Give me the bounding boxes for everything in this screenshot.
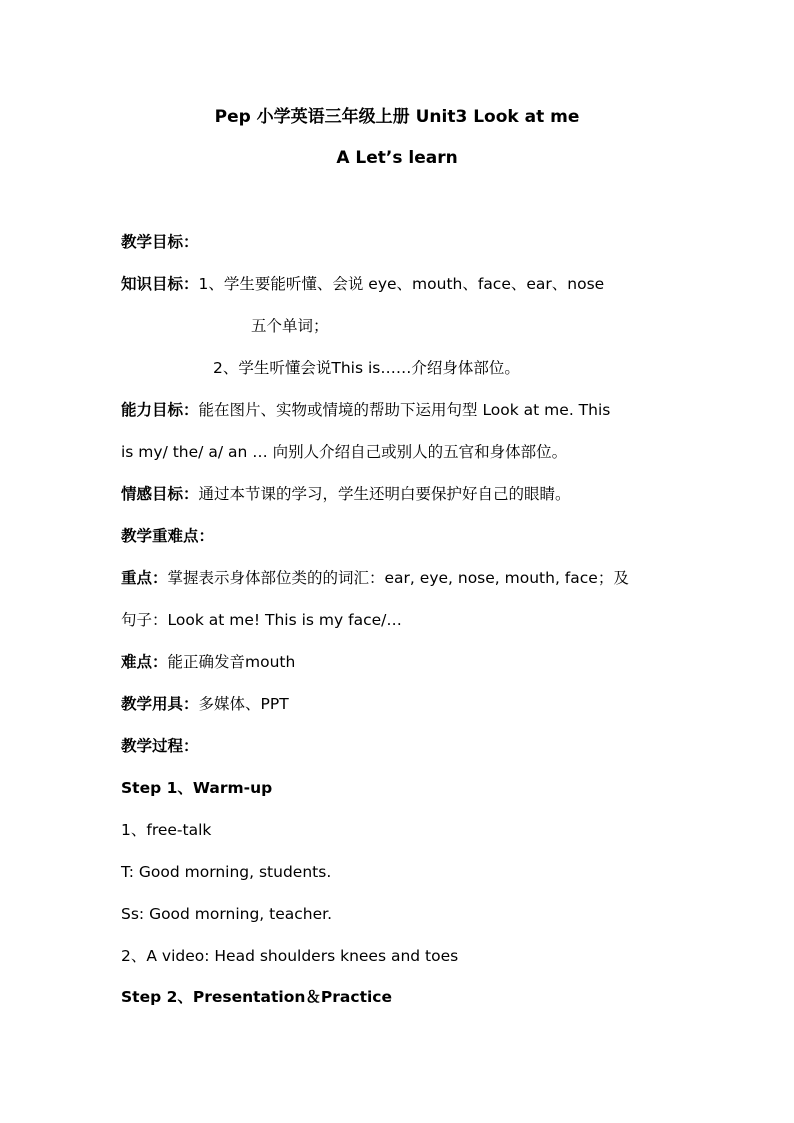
key-difficult-heading: 教学重难点：: [121, 527, 215, 545]
objectives-heading: 教学目标：: [121, 233, 199, 251]
document-subtitle: A Let’s learn: [336, 148, 458, 168]
knowledge-objective-item1: 1、学生要能听懂、会说 eye、mouth、face、ear、nose: [198, 275, 605, 293]
knowledge-objective-label: 知识目标：: [121, 275, 199, 293]
ability-objective-text1: 能在图片、实物或情境的帮助下运用句型 Look at me. This: [198, 401, 611, 419]
teaching-tools-text: 多媒体、PPT: [198, 695, 289, 713]
step1-item1: 1、free-talk: [121, 821, 212, 839]
step2-heading: Step 2、Presentation＆Practice: [121, 988, 393, 1006]
document-title: Pep 小学英语三年级上册 Unit3 Look at me: [214, 107, 580, 127]
ability-objective-line1: [121, 398, 610, 422]
knowledge-objective-line1: [121, 272, 604, 296]
step1-item2: 2、A video: Head shoulders knees and toes: [121, 947, 459, 965]
key-points-text2: 句子：Look at me! This is my face/…: [121, 611, 402, 629]
key-points-text1: 掌握表示身体部位类的的词汇：ear, eye, nose, mouth, face；及: [167, 569, 629, 587]
teaching-tools-line: [121, 692, 289, 716]
difficult-point-label: 难点：: [121, 653, 168, 671]
ability-objective-text2: is my/ the/ a/ an … 向别人介绍自己或别人的五官和身体部位。: [121, 443, 568, 461]
emotion-objective-line: [121, 482, 571, 506]
teaching-tools-label: 教学用具：: [121, 695, 199, 713]
emotion-objective-text: 通过本节课的学习，学生还明白要保护好自己的眼睛。: [198, 485, 571, 503]
key-points-line1: [121, 566, 629, 590]
step1-dialog-students: Ss: Good morning, teacher.: [121, 905, 333, 923]
step1-heading: Step 1、Warm-up: [121, 779, 273, 797]
step1-dialog-teacher: T: Good morning, students.: [121, 863, 332, 881]
knowledge-objective-item2: 2、学生听懂会说This is……介绍身体部位。: [213, 359, 520, 377]
difficult-point-line: [121, 650, 295, 674]
knowledge-objective-item1-continued: 五个单词；: [251, 317, 329, 335]
emotion-objective-label: 情感目标：: [121, 485, 199, 503]
key-points-label: 重点：: [121, 569, 168, 587]
difficult-point-text: 能正确发音mouth: [167, 653, 296, 671]
process-heading: 教学过程：: [121, 737, 199, 755]
ability-objective-label: 能力目标：: [121, 401, 199, 419]
